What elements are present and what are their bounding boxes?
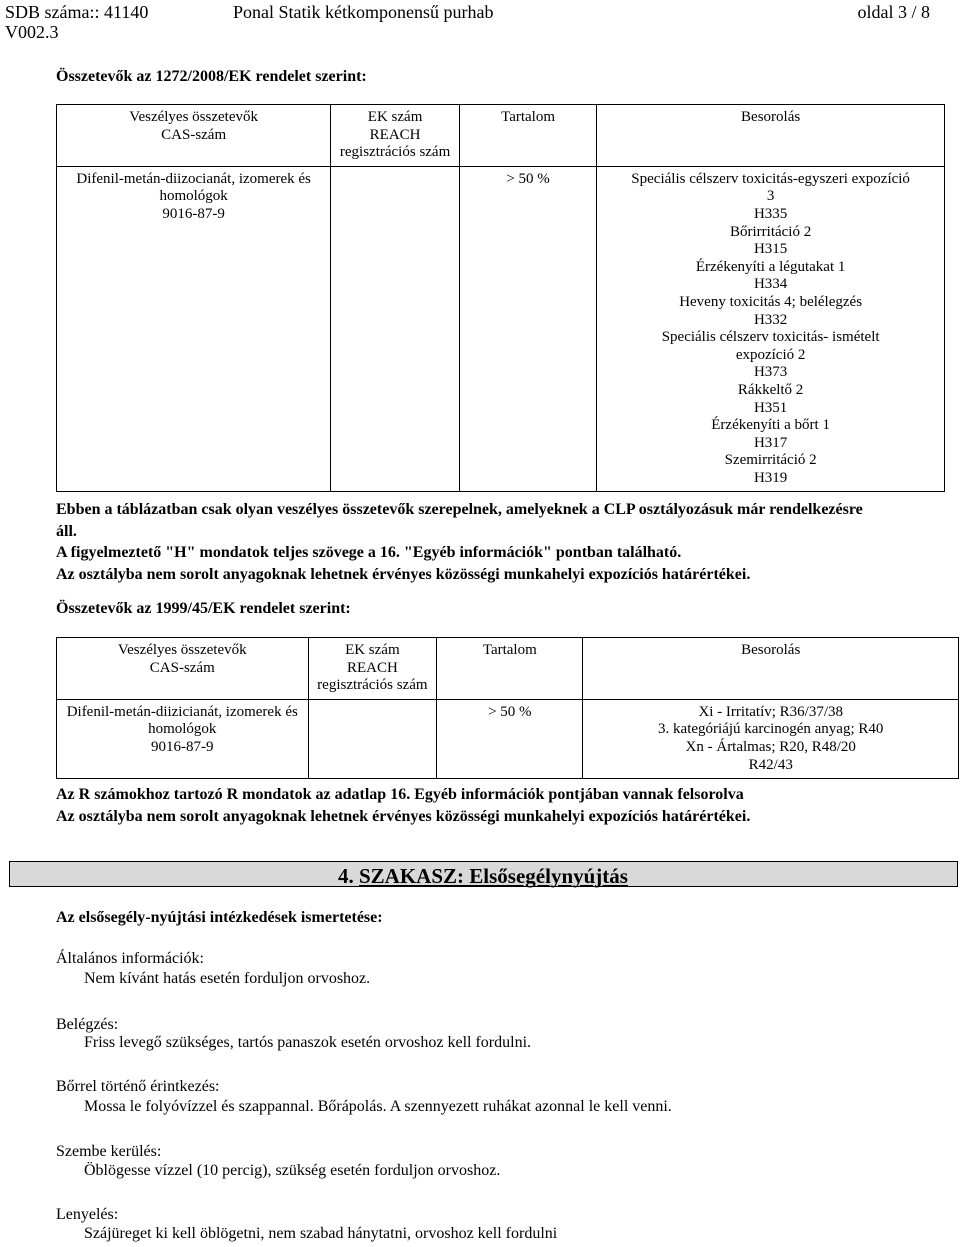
classification-line: Heveny toxicitás 4; belélegzés (679, 293, 863, 310)
header-line: Besorolás (741, 109, 801, 125)
header-line: Tartalom (482, 642, 537, 658)
classification-line: H315 (753, 241, 788, 258)
component-cell (57, 699, 309, 778)
classification-line: Szemirritáció 2 (724, 452, 817, 469)
header-line: REACH (346, 659, 398, 676)
header-classification (583, 638, 959, 700)
header-line: REACH (369, 126, 421, 143)
note-line: Ebben a táblázatban csak olyan veszélyes összetevők szerepelnek, amelyeknek a CLP osztályozásuk már rendelkezésre (56, 501, 863, 518)
note-line: Az osztályba nem sorolt anyagoknak lehetnek érvényes közösségi munkahelyi expozíciós határértékei. (56, 565, 751, 583)
header-line: Veszélyes összetevők (117, 642, 247, 658)
header-line: CAS-szám (149, 659, 215, 676)
classification-line: H319 (753, 469, 788, 486)
header-component (57, 638, 309, 700)
skin-contact-text: Mossa le folyóvízzel és szappannal. Bőrápolás. A szennyezett ruhákat azonnal le kell venni. (84, 1098, 672, 1115)
classification-line: H334 (753, 276, 788, 293)
classification-line: H335 (753, 205, 788, 222)
ek-value (309, 700, 437, 708)
ek-value (331, 167, 459, 175)
note-line: áll. (56, 522, 77, 540)
classification-line: Rákkeltő 2 (737, 381, 804, 398)
classification-line: H332 (753, 311, 788, 328)
table-header-row (57, 638, 959, 700)
header-line: Tartalom (501, 109, 556, 125)
ingestion-text: Szájüreget ki kell öblögetni, nem szabad hánytatni, orvoshoz kell fordulni (84, 1225, 558, 1242)
header-content (437, 638, 583, 700)
header-ek (308, 638, 437, 700)
header-line: CAS-szám (161, 126, 227, 143)
table-row (57, 699, 959, 778)
classification-line: Xn - Ártalmas; R20, R48/20 (685, 738, 856, 755)
classification-line: R42/43 (748, 756, 793, 773)
general-info-label: Általános információk: (56, 950, 204, 967)
classification-cell (583, 699, 959, 778)
content-cell (459, 166, 596, 492)
classification-line: Érzékenyíti a légutakat 1 (695, 258, 846, 275)
eye-contact-text: Öblögesse vízzel (10 percig), szükség esetén forduljon orvoshoz. (84, 1162, 501, 1179)
header-line: regisztrációs szám (317, 677, 428, 694)
content-value: > 50 % (506, 170, 550, 187)
content-cell (437, 699, 583, 778)
dsd-heading: Összetevők az 1999/45/EK rendelet szerint: (56, 600, 351, 617)
clp-ingredients-table (56, 104, 945, 492)
skin-contact-label: Bőrrel történő érintkezés: (56, 1078, 220, 1095)
cas-number: 9016-87-9 (151, 738, 214, 755)
component-line: homológok (159, 188, 228, 205)
inhalation-label: Belégzés: (56, 1016, 119, 1033)
section-number: 4. (338, 864, 359, 888)
classification-line: Érzékenyíti a bőrt 1 (711, 417, 830, 434)
component-line: homológok (148, 721, 217, 738)
header-component (57, 105, 331, 167)
classification-list (597, 167, 944, 492)
header-ek (331, 105, 460, 167)
classification-line: 3. kategóriájú karcinogén anyag; R40 (658, 721, 884, 738)
ingestion-label: Lenyelés: (56, 1206, 119, 1223)
table-row (57, 166, 945, 492)
table-header-row (57, 105, 945, 167)
header-line: EK szám (345, 642, 400, 658)
clp-heading: Összetevők az 1272/2008/EK rendelet szerint: (56, 68, 367, 85)
component-line: Difenil-metán-diizocianát, izomerek és (76, 170, 311, 187)
header-line: Besorolás (741, 642, 801, 658)
classification-line: H373 (753, 364, 788, 381)
classification-line: expozíció 2 (735, 346, 806, 363)
sdb-number: SDB száma:: 41140 (5, 2, 149, 22)
classification-cell (597, 166, 945, 492)
header-line: EK szám (367, 109, 423, 125)
header-line: Veszélyes összetevők (129, 109, 258, 125)
content-value: > 50 % (488, 703, 532, 720)
ek-cell (331, 166, 460, 492)
component-cell (57, 166, 331, 492)
note-line: Az osztályba nem sorolt anyagoknak lehetnek érvényes közösségi munkahelyi expozíciós határértékei. (56, 807, 751, 825)
header-line: regisztrációs szám (339, 144, 451, 161)
page-number: oldal 3 / 8 (857, 2, 930, 22)
product-name: Ponal Statik kétkomponensű purhab (233, 2, 494, 22)
classification-line: Speciális célszerv toxicitás- ismételt (661, 329, 880, 346)
note-line: A figyelmeztető "H" mondatok teljes szövege a 16. "Egyéb információk" pontban található. (56, 544, 682, 561)
classification-line: Bőrirritáció 2 (730, 223, 812, 240)
general-info-text: Nem kívánt hatás esetén forduljon orvoshoz. (84, 970, 371, 987)
classification-line: Xi - Irritatív; R36/37/38 (698, 703, 844, 720)
first-aid-intro: Az elsősegély-nyújtási intézkedések ismertetése: (56, 909, 383, 926)
note-line: Az R számokhoz tartozó R mondatok az adatlap 16. Egyéb információk pontjában vannak felsorolva (56, 786, 744, 803)
component-line: Difenil-metán-diizicianát, izomerek és (66, 703, 298, 720)
ek-cell (308, 699, 437, 778)
classification-line: H317 (753, 434, 788, 451)
classification-line: Speciális célszerv toxicitás-egyszeri expozíció (631, 170, 910, 187)
dsd-notes (56, 784, 951, 827)
classification-line: H351 (753, 399, 788, 416)
classification-line: 3 (766, 188, 775, 205)
section-title-text: SZAKASZ: Elsősegélynyújtás (359, 864, 628, 888)
clp-notes (56, 499, 951, 585)
inhalation-text: Friss levegő szükséges, tartós panaszok esetén orvoshoz kell fordulni. (84, 1034, 532, 1051)
eye-contact-label: Szembe kerülés: (56, 1143, 162, 1160)
cas-number: 9016-87-9 (162, 205, 225, 222)
dsd-ingredients-table (56, 637, 959, 779)
section-title (338, 864, 628, 888)
header-classification (597, 105, 945, 167)
version: V002.3 (5, 22, 59, 42)
header-content (459, 105, 596, 167)
